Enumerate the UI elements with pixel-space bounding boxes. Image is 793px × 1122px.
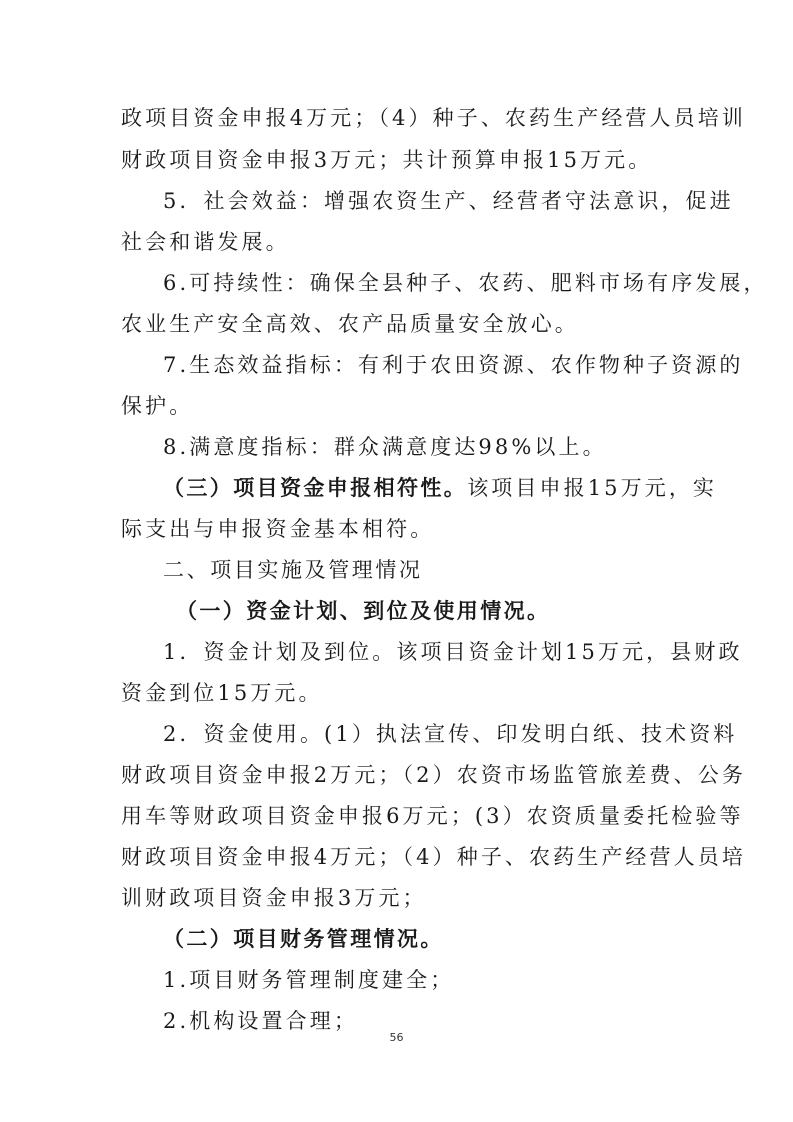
text-line: 2.机构设置合理； [163, 1009, 358, 1033]
text-line: 财政项目资金申报4万元；（4）种子、农药生产经营人员培 [121, 845, 746, 869]
text-line: 训财政项目资金申报3万元； [121, 886, 427, 910]
text-line: 际支出与申报资金基本相符。 [121, 517, 435, 541]
section-text: 该项目申报15万元，实 [467, 476, 718, 500]
text-line: 6.可持续性：确保全县种子、农药、肥料市场有序发展， [163, 271, 768, 295]
text-line: 2．资金使用。(1）执法宣传、印发明白纸、技术资料 [163, 722, 738, 746]
text-line: 用车等财政项目资金申报6万元；(3）农资质量委托检验等 [121, 804, 744, 828]
text-line: 财政项目资金申报3万元；共计预算申报15万元。 [121, 148, 653, 172]
text-line: 5．社会效益：增强农资生产、经营者守法意识，促进 [163, 189, 734, 213]
text-line: 保护。 [121, 394, 194, 418]
page-number: 56 [389, 1031, 404, 1044]
text-line: 8.满意度指标：群众满意度达98%以上。 [163, 435, 607, 459]
section-heading: （三）项目资金申报相符性。 [163, 476, 468, 500]
section-heading: （一）资金计划、到位及使用情况。 [176, 599, 551, 623]
text-line: 7.生态效益指标：有利于农田资源、农作物种子资源的 [163, 353, 744, 377]
section-line [163, 475, 717, 501]
chapter-heading: 二、项目实施及管理情况 [163, 558, 423, 582]
text-line: 资金到位15万元。 [121, 681, 323, 705]
text-line: 1.项目财务管理制度建全； [163, 968, 455, 992]
text-line: 农业生产安全高效、农产品质量安全放心。 [121, 312, 579, 336]
text-line: 社会和谐发展。 [121, 230, 290, 254]
text-line: 政项目资金申报4万元；（4）种子、农药生产经营人员培训 [121, 106, 746, 130]
text-line: 财政项目资金申报2万元；（2）农资市场监管旅差费、公务 [121, 763, 746, 787]
section-heading: （二）项目财务管理情况。 [163, 927, 444, 951]
text-line: 1．资金计划及到位。该项目资金计划15万元，县财政 [163, 640, 743, 664]
